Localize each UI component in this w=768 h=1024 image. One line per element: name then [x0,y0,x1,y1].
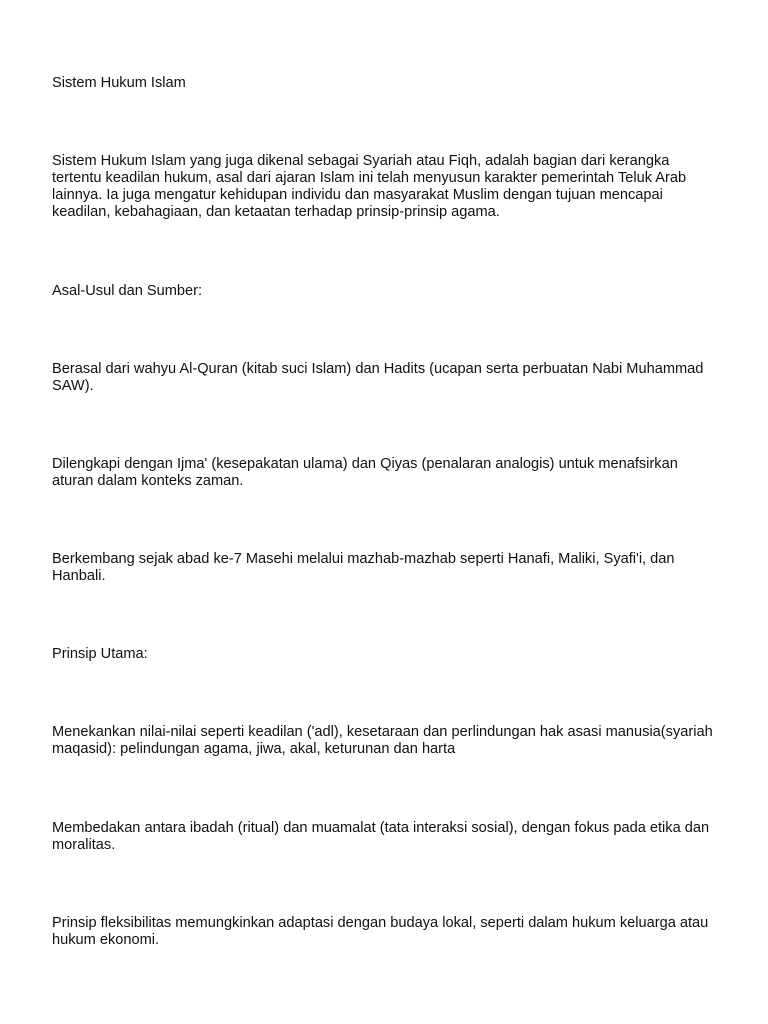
origins-paragraph-1: Berasal dari wahyu Al-Quran (kitab suci Islam) dan Hadits (ucapan serta perbuatan Nabi Muhammad SAW). [52,361,704,394]
principles-paragraph-2: Membedakan antara ibadah (ritual) dan muamalat (tata interaksi sosial), dengan fokus pada etika dan moralitas. [52,820,710,853]
document-title: Sistem Hukum Islam [52,75,186,91]
origins-paragraph-3: Berkembang sejak abad ke-7 Masehi melalui mazhab-mazhab seperti Hanafi, Maliki, Syafi'i, dan Hanbali. [52,551,675,584]
origins-paragraph-2: Dilengkapi dengan Ijma' (kesepakatan ulama) dan Qiyas (penalaran analogis) untuk menafsirkan aturan dalam konteks zaman. [52,456,678,489]
intro-paragraph: Sistem Hukum Islam yang juga dikenal sebagai Syariah atau Fiqh, adalah bagian dari kerangka tertentu keadilan hukum, asal dari ajaran Islam ini telah menyusun karakter pemerintah Teluk Arab lainnya. Ia juga mengatur kehidupan individu dan masyarakat Muslim dengan tujuan mencapai keadilan, kebahagiaan, dan ketaatan terhadap prinsip-prinsip agama. [52,153,687,220]
principles-paragraph-1: Menekankan nilai-nilai seperti keadilan ('adl), kesetaraan dan perlindungan hak asasi manusia(syariah maqasid): pelindungan agama, jiwa, akal, keturunan dan harta [52,724,713,757]
principles-paragraph-3: Prinsip fleksibilitas memungkinkan adaptasi dengan budaya lokal, seperti dalam hukum keluarga atau hukum ekonomi. [52,915,709,948]
section-heading-principles: Prinsip Utama: [52,646,148,662]
section-heading-origins: Asal-Usul dan Sumber: [52,283,203,299]
